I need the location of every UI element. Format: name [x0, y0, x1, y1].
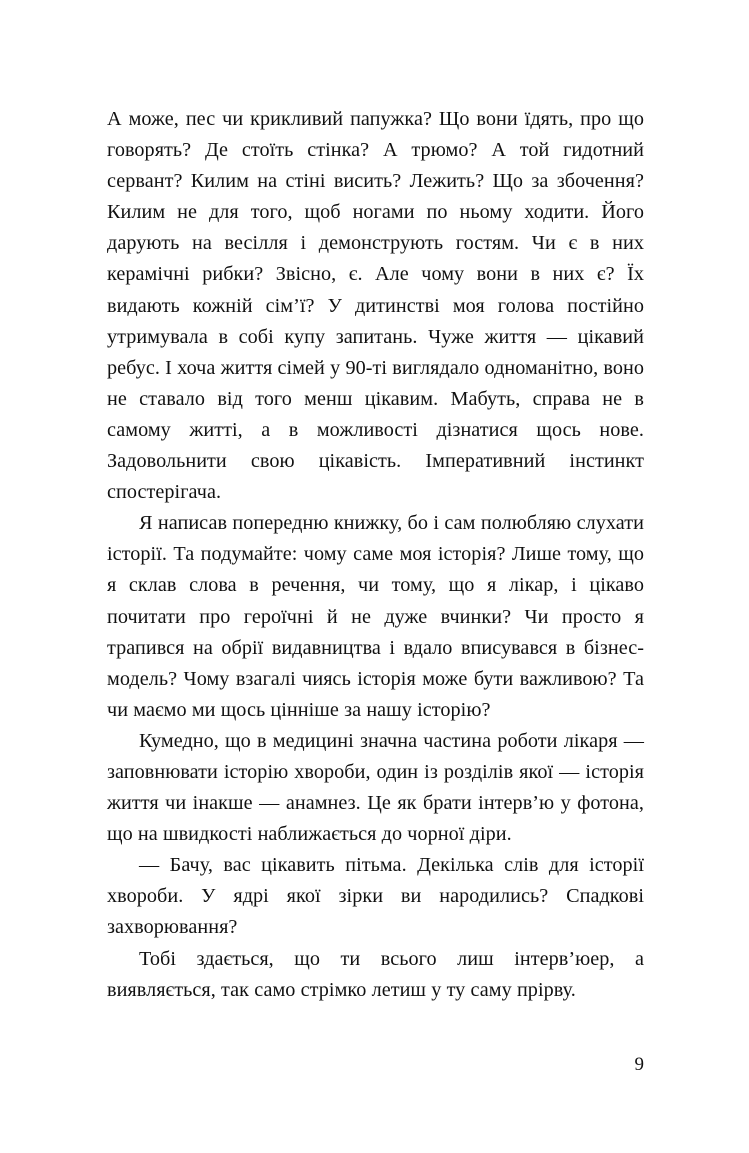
body-paragraph: Тобі здається, що ти всього лиш інтерв’юер, а виявляється, так само стрімко летиш у ту саму прірву.: [107, 947, 644, 1001]
body-paragraph: Я написав попередню книжку, бо і сам полюбляю слухати історії. Та подумайте: чому саме моя історія? Лише тому, що я склав слова в речення, чи тому, що я лікар, і цікаво почитати про героїчні й не дуже вчинки? Чи просто я трапився на обрії видавництва і вдало вписувався в бізнес-модель? Чому взагалі чиясь історія може бути важливою? Та чи маємо ми щось цінніше за нашу історію?: [107, 512, 644, 721]
page-number: 9: [634, 1054, 644, 1075]
body-paragraph: Кумедно, що в медицині значна частина роботи лікаря — заповнювати історію хвороби, один із розділів якої — історія життя чи інакше — анамнез. Це як брати інтерв’ю у фотона, що на швидкості наближається до чорної діри.: [107, 729, 644, 846]
body-paragraph-dialogue: — Бачу, вас цікавить пітьма. Декілька слів для історії хвороби. У ядрі якої зірки ви народились? Спадкові захворювання?: [107, 854, 644, 939]
body-paragraph: А може, пес чи крикливий папужка? Що вони їдять, про що говорять? Де стоїть стінка? А трюмо? А той гидотний сервант? Килим на стіні висить? Лежить? Що за збочення? Килим не для того, щоб ногами по ньому ходити. Його дарують на весілля і демонструють гостям. Чи є в них керамічні рибки? Звісно, є. Але чому вони в них є? Їх видають кожній сім’ї? У дитинстві моя голова постійно утримувала в собі купу запитань. Чуже життя — цікавий ребус. І хоча життя сімей у 90-ті виглядало одноманітно, воно не ставало від того менш цікавим. Мабуть, справа не в самому житті, а в можливості дізнатися щось нове. Задовольнити свою цікавість. Імперативний інстинкт спостерігача.: [107, 108, 644, 504]
page-text-block: [107, 104, 644, 1006]
